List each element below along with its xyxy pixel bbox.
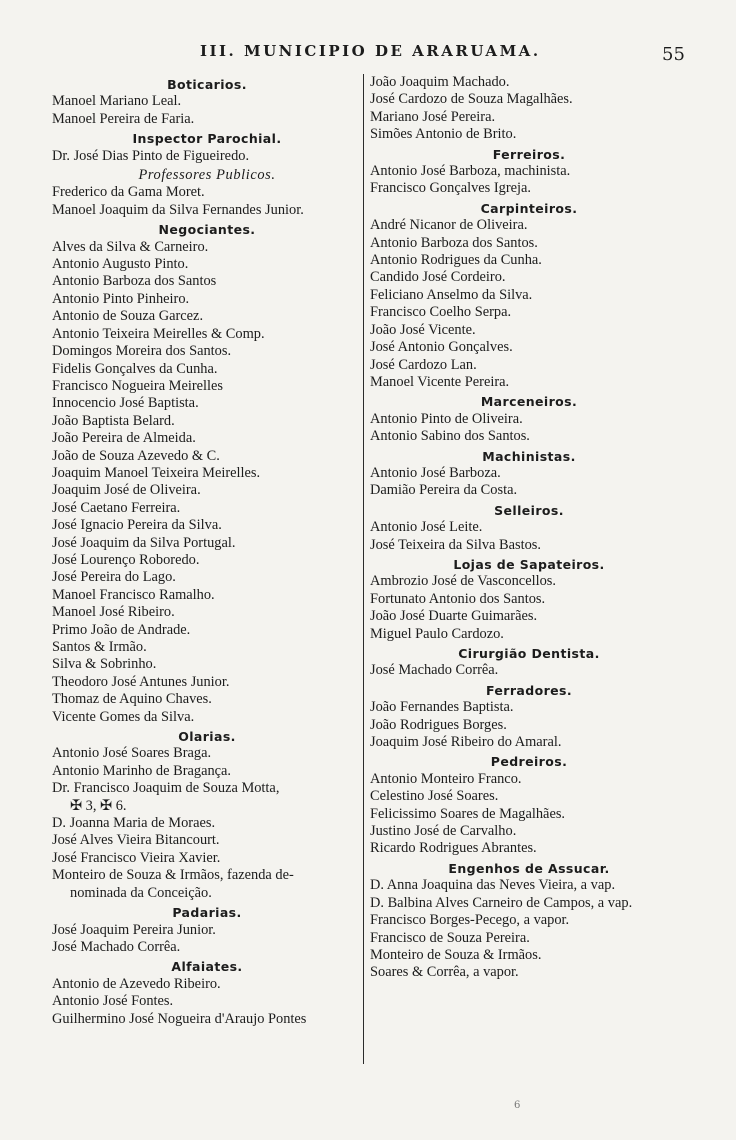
directory-entry: nominada da Conceição.	[70, 884, 212, 901]
directory-entry: Damião Pereira da Costa.	[370, 482, 518, 499]
directory-entry: Simões Antonio de Brito.	[370, 126, 517, 143]
directory-entry: Ambrozio José de Vasconcellos.	[370, 573, 556, 590]
section-heading: Machinistas.	[482, 448, 576, 464]
section-heading: Pedreiros.	[490, 754, 568, 770]
section-heading: Boticarios.	[167, 77, 247, 92]
directory-entry: Monteiro de Souza & Irmãos, fazenda de-	[52, 867, 294, 884]
directory-entry: Antonio de Souza Garcez.	[52, 308, 204, 325]
section-heading: Selleiros.	[494, 502, 564, 518]
section-heading: Negociantes.	[158, 222, 256, 238]
directory-entry: Feliciano Anselmo da Silva.	[370, 286, 533, 303]
directory-entry: José Teixeira da Silva Bastos.	[370, 536, 541, 553]
directory-entry: Manoel Pereira de Faria.	[52, 110, 195, 127]
directory-entry: Joaquim José Ribeiro do Amaral.	[370, 734, 562, 751]
directory-entry: Domingos Moreira dos Santos.	[52, 343, 232, 360]
section-heading: Inspector Parochial.	[132, 131, 282, 147]
section-heading: Padarias.	[172, 905, 242, 921]
section-heading: Professores Publicos.	[138, 167, 276, 184]
directory-entry: Felicissimo Soares de Magalhães.	[370, 805, 566, 822]
section-heading: Ferreiros.	[492, 146, 566, 162]
directory-entry: José Alves Vieira Bitancourt.	[52, 832, 220, 849]
directory-entry: João José Vicente.	[370, 321, 476, 338]
directory-entry: Monteiro de Souza & Irmãos.	[370, 946, 542, 963]
directory-entry: Francisco Gonçalves Igreja.	[370, 180, 532, 197]
directory-entry: José Machado Corrêa.	[370, 662, 499, 679]
directory-entry: Fidelis Gonçalves da Cunha.	[52, 360, 218, 377]
directory-entry: José Pereira do Lago.	[52, 569, 176, 586]
directory-entry: Innocencio José Baptista.	[52, 395, 199, 412]
directory-entry: Antonio Pinto Pinheiro.	[52, 290, 190, 307]
directory-entry: João Rodrigues Borges.	[370, 716, 507, 733]
directory-entry: Ricardo Rodrigues Abrantes.	[370, 840, 537, 857]
section-heading: Engenhos de Assucar.	[448, 860, 610, 876]
directory-entry: D. Joanna Maria de Moraes.	[52, 815, 216, 832]
section-heading: Marceneiros.	[480, 394, 578, 410]
directory-entry: Antonio Monteiro Franco.	[370, 770, 522, 787]
section-heading: Cirurgião Dentista.	[458, 646, 600, 661]
directory-entry: José Lourenço Roboredo.	[52, 551, 200, 568]
directory-entry: José Ignacio Pereira da Silva.	[52, 517, 222, 534]
section-heading: Olarias.	[178, 729, 236, 745]
directory-entry: Antonio José Barboza, machinista.	[370, 163, 571, 180]
directory-entry: Joaquim José de Oliveira.	[52, 482, 201, 499]
directory-entry: Silva & Sobrinho.	[52, 656, 157, 673]
directory-entry: Alves da Silva & Carneiro.	[52, 238, 209, 255]
directory-entry: Santos & Irmão.	[52, 639, 147, 655]
directory-entry: Joaquim Manoel Teixeira Meirelles.	[52, 464, 261, 481]
directory-entry: Guilhermino José Nogueira d'Araujo Pontes	[52, 1010, 307, 1027]
directory-entry: José Joaquim Pereira Junior.	[52, 921, 216, 938]
directory-entry: Antonio Sabino dos Santos.	[370, 428, 530, 445]
directory-entry: D. Balbina Alves Carneiro de Campos, a vap.	[370, 894, 633, 911]
directory-entry: Antonio Marinho de Bragança.	[52, 762, 232, 779]
directory-entry: João Joaquim Machado.	[370, 74, 510, 90]
directory-entry: Francisco Coelho Serpa.	[370, 304, 512, 321]
directory-entry: Antonio José Fontes.	[52, 993, 174, 1010]
directory-entry: André Nicanor de Oliveira.	[370, 217, 528, 234]
directory-entry: Antonio José Leite.	[370, 519, 483, 536]
section-heading: Ferradores.	[485, 682, 573, 698]
directory-entry: Antonio Barboza dos Santos	[52, 273, 217, 290]
directory-entry: Antonio Rodrigues da Cunha.	[370, 252, 542, 269]
directory-entry: D. Anna Joaquina das Neves Vieira, a vap.	[370, 877, 616, 894]
directory-entry: Thomaz de Aquino Chaves.	[52, 691, 212, 708]
right-column	[370, 74, 688, 982]
directory-entry: José Cardozo Lan.	[370, 356, 477, 373]
section-heading: Lojas de Sapateiros.	[453, 556, 605, 572]
directory-entry: Primo João de Andrade.	[52, 621, 191, 638]
directory-entry: José Francisco Vieira Xavier.	[52, 849, 221, 866]
directory-entry: Francisco Borges-Pecego, a vapor.	[370, 912, 570, 929]
running-head: III. MUNICIPIO DE ARARUAMA.	[200, 42, 541, 60]
directory-entry: Manoel Vicente Pereira.	[370, 373, 510, 390]
directory-entry: Candido José Cordeiro.	[370, 269, 506, 286]
directory-entry: Manoel Mariano Leal.	[52, 93, 182, 110]
directory-entry: José Joaquim da Silva Portugal.	[52, 534, 236, 551]
directory-entry: João Pereira de Almeida.	[52, 430, 196, 447]
directory-entry: Antonio Pinto de Oliveira.	[370, 410, 523, 427]
directory-entry: Dr. José Dias Pinto de Figueiredo.	[52, 147, 250, 164]
directory-entry: João Fernandes Baptista.	[370, 699, 514, 716]
directory-entry: João de Souza Azevedo & C.	[52, 447, 220, 464]
directory-entry: Celestino José Soares.	[370, 788, 499, 805]
directory-entry: Antonio Barboza dos Santos.	[370, 234, 538, 251]
directory-entry: Manoel José Ribeiro.	[52, 604, 175, 621]
directory-entry: Antonio José Soares Braga.	[52, 745, 212, 762]
directory-entry: Justino José de Carvalho.	[370, 823, 517, 840]
directory-entry: Soares & Corrêa, a vapor.	[370, 964, 519, 981]
directory-entry: José Machado Corrêa.	[52, 938, 181, 955]
directory-entry: Antonio José Barboza.	[370, 464, 501, 481]
directory-entry: José Caetano Ferreira.	[52, 499, 181, 516]
directory-entry: José Antonio Gonçalves.	[370, 339, 513, 356]
directory-entry: Theodoro José Antunes Junior.	[52, 673, 230, 690]
directory-entry: Fortunato Antonio dos Santos.	[370, 590, 546, 607]
directory-entry: João Baptista Belard.	[52, 412, 175, 429]
directory-entry: Manoel Joaquim da Silva Fernandes Junior.	[52, 201, 304, 218]
directory-entry: ✠ 3, ✠ 6.	[70, 797, 127, 814]
directory-entry: Manoel Francisco Ramalho.	[52, 586, 215, 603]
directory-entry: Dr. Francisco Joaquim de Souza Motta,	[52, 780, 280, 797]
section-heading: Carpinteiros.	[480, 200, 578, 216]
directory-entry: Frederico da Gama Moret.	[52, 184, 205, 201]
page-number: 55	[662, 44, 685, 65]
directory-entry: José Cardozo de Souza Magalhães.	[370, 91, 573, 108]
directory-entry: Mariano José Pereira.	[370, 108, 496, 125]
directory-entry: Antonio de Azevedo Ribeiro.	[52, 975, 221, 992]
directory-entry: Francisco de Souza Pereira.	[370, 929, 530, 946]
directory-entry: Francisco Nogueira Meirelles	[52, 377, 224, 394]
left-column	[52, 74, 362, 1028]
directory-entry: João José Duarte Guimarães.	[370, 608, 538, 625]
column-divider	[363, 74, 364, 1064]
section-heading: Alfaiates.	[171, 959, 243, 975]
directory-entry: Antonio Augusto Pinto.	[52, 256, 189, 273]
directory-entry: Vicente Gomes da Silva.	[52, 708, 195, 725]
directory-entry: Miguel Paulo Cardozo.	[370, 625, 504, 642]
directory-entry: Antonio Teixeira Meirelles & Comp.	[52, 325, 265, 342]
footer-mark: 6	[514, 1100, 521, 1111]
